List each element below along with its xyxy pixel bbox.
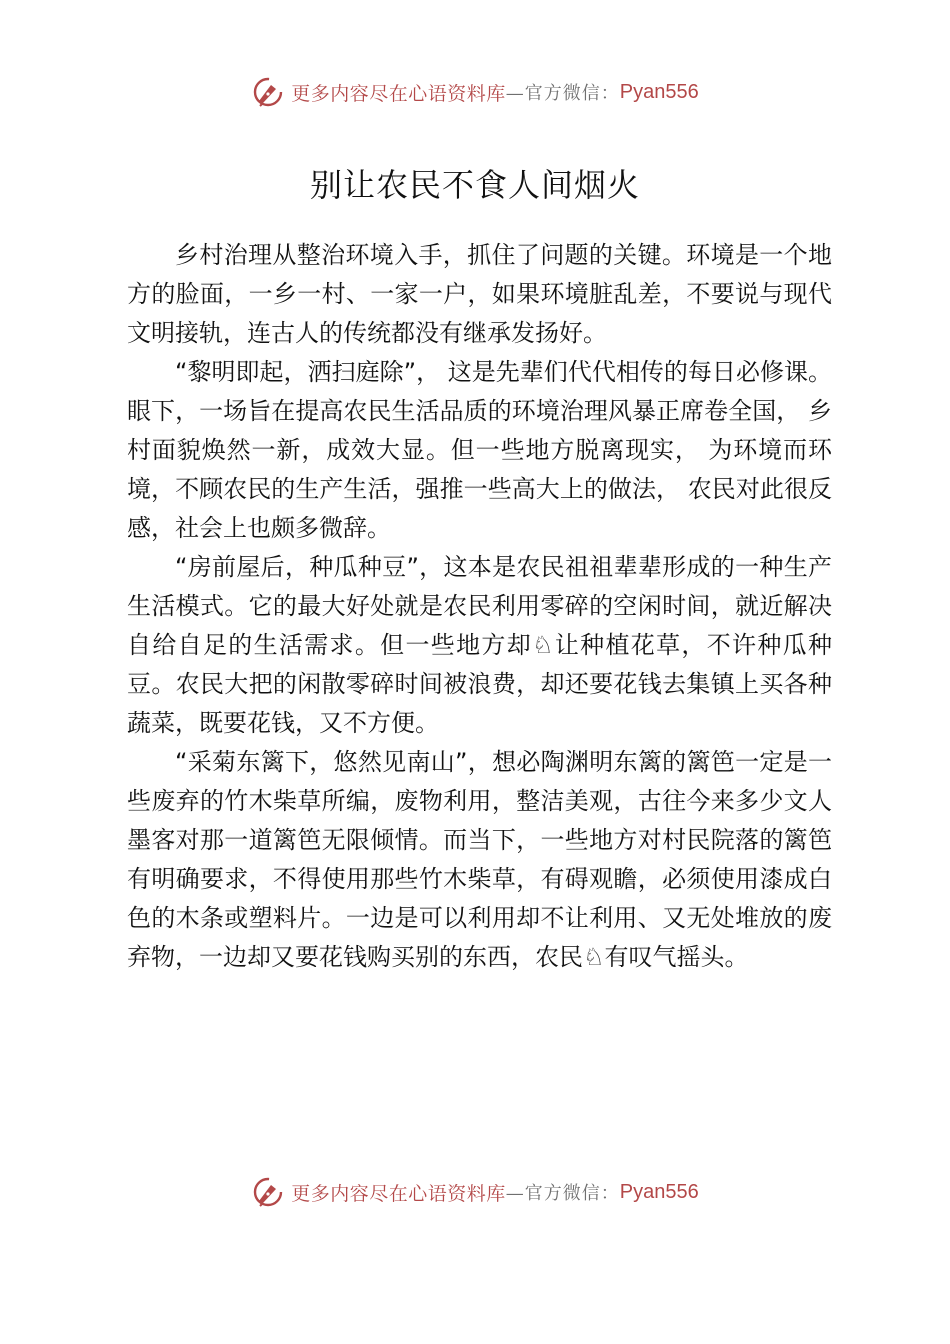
paragraph-3: “房前屋后，种瓜种豆”，这本是农民祖祖辈辈形成的一种生产生活模式。它的最大好处就是农民利用零碎的空闲时间，就近解决自给自足的生活需求。但一些地方却♘让种植花草，不许种瓜种豆。农民大把的闲散零碎时间被浪费，却还要花钱去集镇上买各种蔬菜，既要花钱，又不方便。 bbox=[127, 553, 832, 737]
pen-nib-logo-icon bbox=[251, 1175, 285, 1209]
banner-main-text: 更多内容尽在心语资料库 bbox=[291, 1182, 506, 1205]
document-title: 别让农民不食人间烟火 bbox=[309, 166, 640, 204]
document-body bbox=[127, 236, 832, 977]
banner-sub-text: —官方微信： bbox=[505, 83, 620, 104]
paragraph-2: “黎明即起，洒扫庭除”， 这是先辈们代代相传的每日必修课。眼下，一场旨在提高农民生活品质的环境治理风暴正席卷全国， 乡村面貌焕然一新，成效大显。但一些地方脱离现实， 为环境而环境，不顾农民的生产生活，强推一些高大上的做法， 农民对此很反感，社会上也颇多微辞。 bbox=[127, 358, 832, 542]
paragraph-4: “采菊东篱下，悠然见南山”，想必陶渊明东篱的篱笆一定是一些废弃的竹木柴草所编，废物利用，整洁美观，古往今来多少文人墨客对那一道篱笆无限倾情。而当下，一些地方对村民院落的篱笆有明确要求，不得使用那些竹木柴草，有碍观瞻，必须使用漆成白色的木条或塑料片。一边是可以利用却不让利用、又无处堆放的废弃物，一边却又要花钱购买别的东西，农民♘有叹气摇头。 bbox=[127, 748, 832, 971]
paragraph-1: 乡村治理从整治环境入手，抓住了问题的关键。环境是一个地方的脸面，一乡一村、一家一户，如果环境脏乱差，不要说与现代文明接轨，连古人的传统都没有继承发扬好。 bbox=[127, 241, 832, 347]
banner-sub-text: —官方微信： bbox=[505, 1183, 620, 1204]
banner-wechat-id: Pyan556 bbox=[619, 80, 699, 103]
pen-nib-logo-icon bbox=[251, 75, 285, 109]
header-banner bbox=[0, 70, 950, 114]
footer-banner bbox=[0, 1170, 950, 1214]
banner-main-text: 更多内容尽在心语资料库 bbox=[291, 82, 506, 105]
banner-wechat-id: Pyan556 bbox=[619, 1180, 699, 1203]
